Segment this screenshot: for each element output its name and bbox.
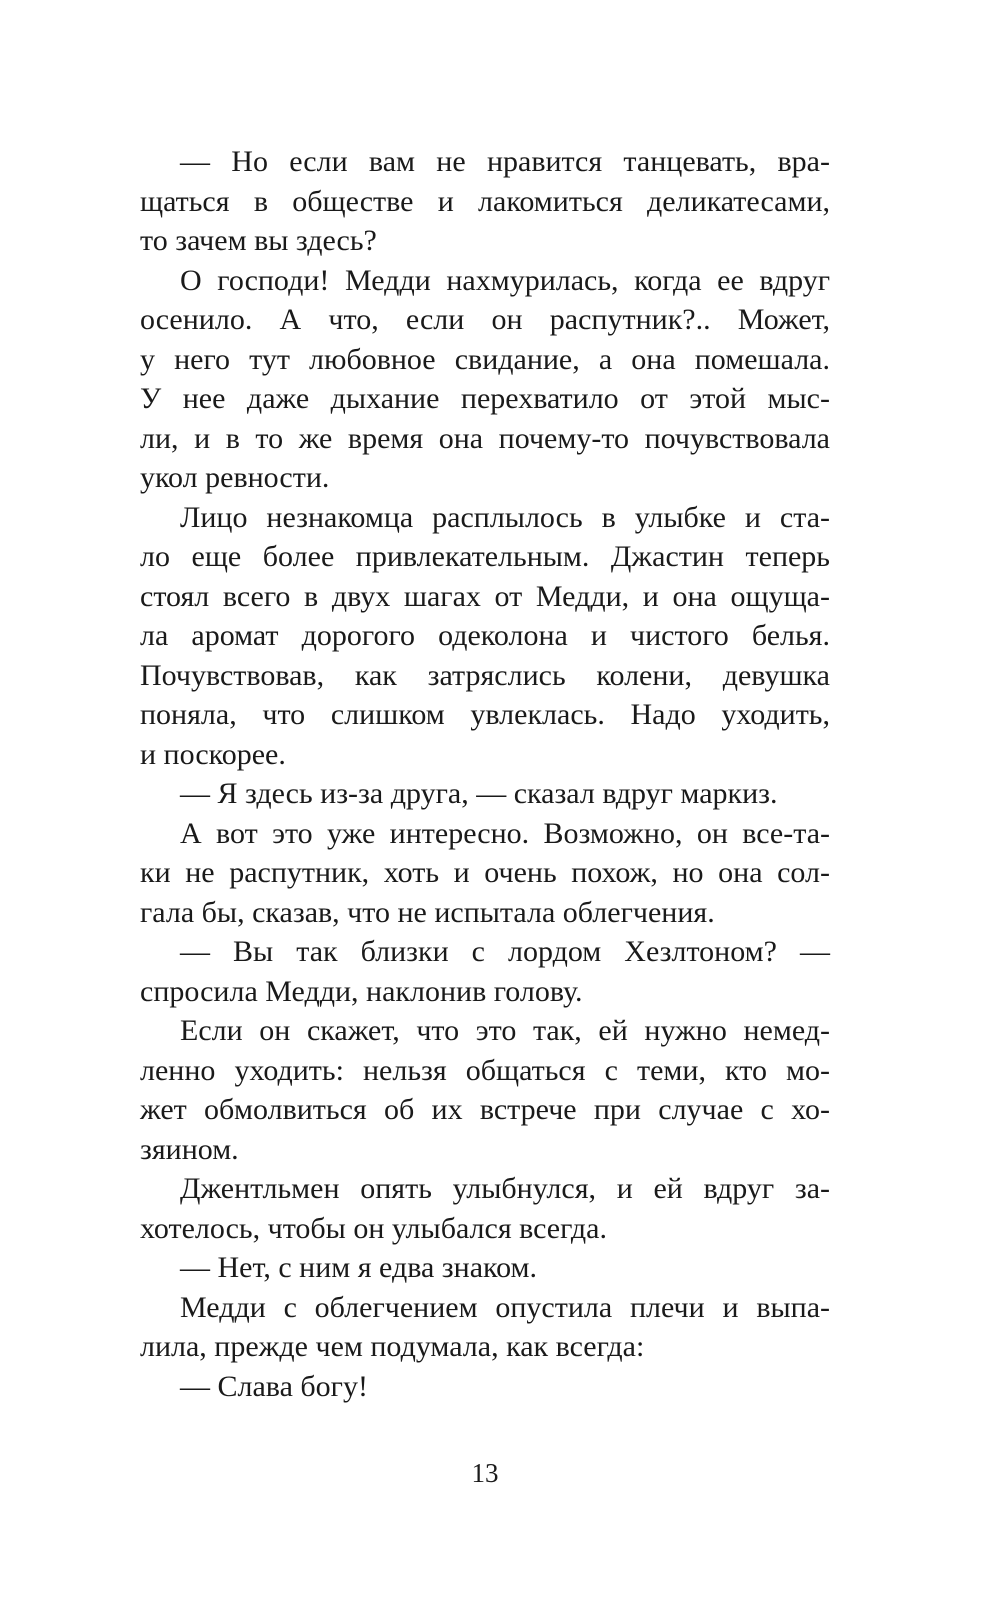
text-line: спросила Медди, наклонив голову. xyxy=(140,974,583,1008)
text-line: Почувствовав, как затряслись колени, девушка xyxy=(140,658,830,692)
text-line: зяином. xyxy=(140,1132,239,1166)
text-line: хотелось, чтобы он улыбался всегда. xyxy=(140,1211,607,1245)
text-line: — Нет, с ним я едва знаком. xyxy=(180,1251,537,1284)
text-line: гала бы, сказав, что не испытала облегчения. xyxy=(140,895,715,929)
text-line: осенило. А что, если он распутник?.. Может, xyxy=(140,303,830,336)
text-line: ки не распутник, хоть и очень похож, но она сол- xyxy=(140,856,830,889)
text-line: то зачем вы здесь? xyxy=(140,224,377,257)
text-line: ла аромат дорогого одеколона и чистого белья. xyxy=(140,619,830,652)
text-line: ли, и в то же время она почему-то почувствовала xyxy=(140,421,830,455)
text-line: Если он скажет, что это так, ей нужно немед- xyxy=(180,1014,830,1047)
text-line: ленно уходить: нельзя общаться с теми, кто мо- xyxy=(140,1053,830,1087)
text-line: — Я здесь из-за друга, — сказал вдруг маркиз. xyxy=(180,777,778,810)
text-line: У нее даже дыхание перехватило от этой мыс- xyxy=(140,382,830,415)
text-line: — Слава богу! xyxy=(180,1369,368,1403)
text-line: стоял всего в двух шагах от Медди, и она ощуща- xyxy=(140,579,830,613)
text-line: Джентльмен опять улыбнулся, и ей вдруг за- xyxy=(180,1172,830,1205)
text-line: — Вы так близки с лордом Хезлтоном? — xyxy=(180,935,830,968)
page-number: 13 xyxy=(471,1458,499,1488)
text-line: у него тут любовное свидание, а она помешала. xyxy=(140,342,830,376)
text-line: укол ревности. xyxy=(140,461,330,494)
text-line: ло еще более привлекательным. Джастин теперь xyxy=(140,540,830,573)
text-line: лила, прежде чем подумала, как всегда: xyxy=(140,1330,645,1363)
text-line: и поскорее. xyxy=(140,737,286,771)
text-line: жет обмолвиться об их встрече при случае с хо- xyxy=(140,1093,830,1126)
text-line: Лицо незнакомца расплылось в улыбке и ста- xyxy=(180,500,830,534)
text-line: А вот это уже интересно. Возможно, он все-та- xyxy=(180,816,830,850)
text-line: — Но если вам не нравится танцевать, вра- xyxy=(180,145,830,178)
text-line: О господи! Медди нахмурилась, когда ее вдруг xyxy=(180,263,830,297)
body-text xyxy=(140,142,830,1406)
text-line: щаться в обществе и лакомиться деликатесами, xyxy=(140,184,830,218)
text-line: Медди с облегчением опустила плечи и выпа- xyxy=(180,1290,830,1324)
text-line: поняла, что слишком увлеклась. Надо уходить, xyxy=(140,698,830,731)
